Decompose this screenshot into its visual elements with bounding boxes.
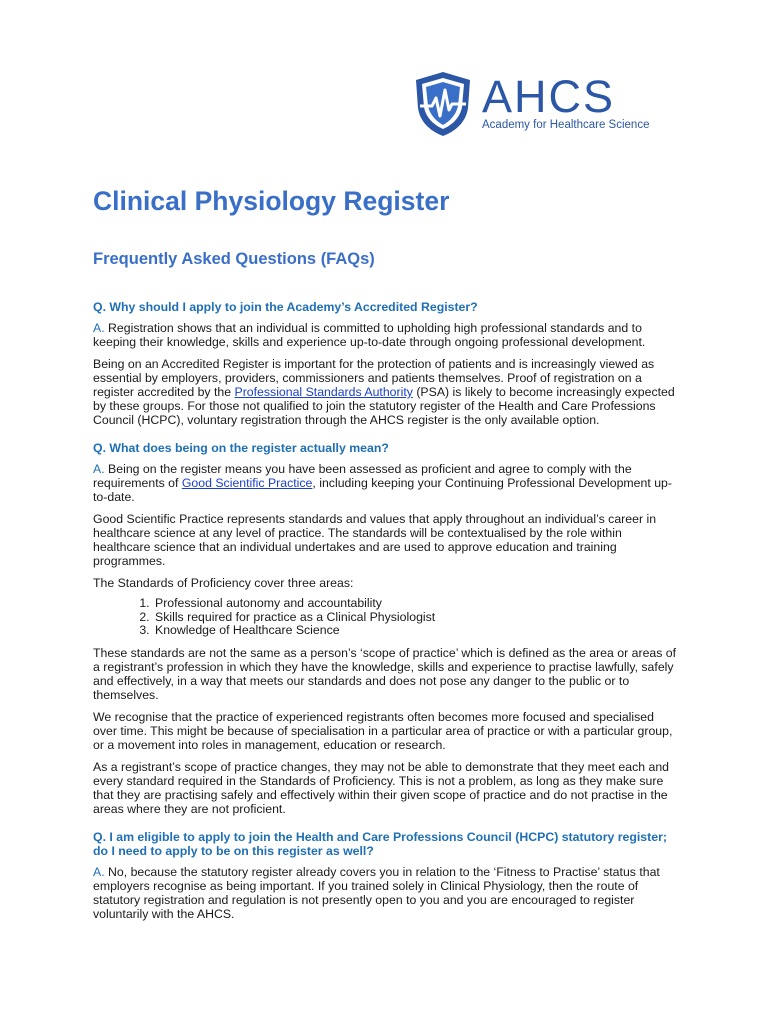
answer-text: Registration shows that an individual is committed to upholding high professional standards and to keeping their knowledge, skills and experience up-to-date through ongoing professional development.	[93, 321, 646, 349]
faq-2-paragraph-5: We recognise that the practice of experienced registrants often becomes more focused and specialised over time. This might be because of specialisation in a particular area of practice or with a particular group, or a movement into roles in management, education or research.	[93, 709, 673, 752]
list-item: 2. Skills required for practice as a Clinical Physiologist	[153, 611, 678, 625]
document-body	[93, 184, 678, 921]
faq-2-paragraph-4: These standards are not the same as a person’s ‘scope of practice’ which is defined as the area or areas of a registrant’s profession in which they have the knowledge, skills and experience to practise lawfully, safely and effectively, in a way that meets our standards and does not pose any danger to the public or to themselves.	[93, 645, 677, 702]
faq-2-paragraph-2: Good Scientific Practice represents standards and values that apply throughout an individual’s career in healthcare science at any level of practice. The standards will be contextualised by the role within healthcare science that an individual undertakes and are used to approve education and training programmes.	[93, 512, 657, 568]
good-scientific-practice-link[interactable]: Good Scientific Practice	[181, 476, 313, 490]
list-item: 1. Professional autonomy and accountability	[153, 597, 678, 611]
faq-question-2: Q. What does being on the register actually mean?	[93, 441, 389, 455]
logo-wordmark: AHCS	[482, 71, 616, 122]
faq-answer-3	[93, 865, 678, 921]
faq-answer-1	[93, 321, 678, 349]
page-subtitle: Frequently Asked Questions (FAQs)	[93, 250, 375, 268]
list-item: 3. Knowledge of Healthcare Science	[153, 624, 678, 638]
logo-tagline: Academy for Healthcare Science	[482, 119, 650, 131]
shield-heartbeat-icon	[412, 70, 474, 138]
paragraph-text: Being on an Accredited Register is important for the protection of patients and is increasingly viewed as essential by employers, providers, commissioners and patients themselves. Proof of registration on a register accredited by the	[93, 357, 655, 399]
answer-label: A.	[93, 864, 105, 879]
faq-question-1: Q. Why should I apply to join the Academy’s Accredited Register?	[93, 300, 478, 314]
ahcs-logo	[412, 70, 662, 140]
answer-label: A.	[93, 321, 105, 335]
answer-text: Being on the register means you have been assessed as proficient and agree to comply with the requirements of	[93, 462, 632, 490]
proficiency-areas-list	[93, 597, 678, 638]
faq-question-3: Q. I am eligible to apply to join the Health and Care Professions Council (HCPC) statutory register; do I need to apply to be on this register as well?	[93, 829, 667, 858]
faq-2-paragraph-3: The Standards of Proficiency cover three areas:	[93, 576, 354, 590]
answer-text: No, because the statutory register already covers you in relation to the ‘Fitness to Practise’ status that employers recognise as being important. If you trained solely in Clinical Physiology, then the route of statutory registration and regulation is not presently open to you and you are encouraged to register voluntarily with the AHCS.	[93, 864, 660, 921]
paragraph-text: (PSA) is likely to become increasingly expected by these groups. For those not qualified to join the statutory register of the Health and Care Professions Council (HCPC), voluntary registration through the AHCS register is the only available option.	[93, 385, 675, 427]
faq-answer-2	[93, 462, 678, 504]
faq-1-paragraph-2	[93, 357, 678, 427]
answer-text: , including keeping your Continuing Professional Development up-to-date.	[93, 476, 672, 504]
faq-2-paragraph-6: As a registrant’s scope of practice changes, they may not be able to demonstrate that they meet each and every standard required in the Standards of Proficiency. This is not a problem, as long as they make sure that they are practising safely and effectively within their given scope of practice and do not practise in the areas where they are not proficient.	[93, 759, 670, 816]
answer-label: A.	[93, 462, 105, 476]
psa-link[interactable]: Professional Standards Authority	[234, 385, 413, 399]
page-title: Clinical Physiology Register	[93, 186, 450, 216]
